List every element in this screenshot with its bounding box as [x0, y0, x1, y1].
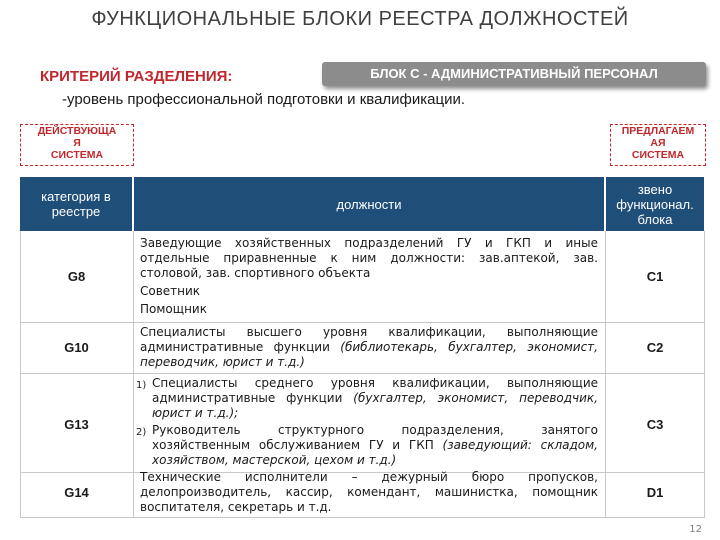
table-border-bottom — [20, 517, 705, 518]
proposed-system-line: ПРЕДЛАГАЕМ — [621, 125, 695, 137]
criterion-label: КРИТЕРИЙ РАЗДЕЛЕНИЯ: — [40, 68, 233, 85]
table-row-grade: G14 — [64, 485, 89, 500]
header-unit: звено функционал. блока — [606, 177, 704, 231]
criterion-text: -уровень профессиональной подготовки и квалификации. — [62, 91, 466, 108]
item-number: 1) — [136, 380, 147, 391]
position-line: Советник — [140, 284, 201, 298]
proposed-system-line: СИСТЕМА — [631, 149, 685, 161]
item-number: 2) — [136, 427, 147, 438]
current-system-box — [20, 124, 134, 166]
numbered-item — [136, 423, 598, 468]
header-category: категория в реестре — [20, 177, 132, 231]
position-text: Специалисты среднего уровня квалификации, выполняющие административные функции — [152, 376, 598, 405]
numbered-item — [136, 376, 598, 421]
position-line: Заведующие хозяйственных подразделений ГУ и ГКП и иные отдельные приравненные к ним должности: зав.аптекой, зав. столовой, зав. спортивного объекта — [140, 236, 598, 280]
row-divider — [20, 373, 705, 374]
table-divider — [133, 231, 134, 518]
table-row-grade: G10 — [64, 340, 89, 355]
position-examples: (заведующий: складом, хозяйством, мастерской, цехом и т.д.) — [152, 438, 598, 467]
table-row-grade: G13 — [64, 417, 89, 432]
current-system-line: СИСТЕМА — [50, 149, 104, 161]
table-row-positions — [140, 236, 598, 317]
table-row-positions — [140, 325, 598, 370]
table-row-code: C2 — [646, 340, 664, 355]
table-row-grade: G8 — [67, 269, 86, 284]
table-row-positions — [136, 376, 598, 468]
table-row-code: D1 — [646, 485, 664, 500]
header-positions: должности — [134, 177, 604, 231]
position-line: Помощник — [140, 302, 207, 316]
block-banner — [322, 62, 706, 86]
proposed-system-box — [610, 124, 706, 166]
table-row-code: C1 — [646, 269, 664, 284]
table-border-right — [704, 231, 705, 518]
current-system-line: Я — [73, 137, 81, 149]
position-text: Специалисты высшего уровня квалификации, выполняющие административные функции — [140, 325, 598, 354]
row-divider — [20, 322, 705, 323]
table-row-code: C3 — [646, 417, 664, 432]
block-banner-label: БЛОК С - АДМИНИСТРАТИВНЫЙ ПЕРСОНАЛ — [370, 66, 658, 81]
current-system-line: ДЕЙСТВУЮЩА — [37, 125, 117, 137]
table-row-positions: Технические исполнители – дежурный бюро пропусков, делопроизводитель, кассир, комендант, машинистка, помощник воспитателя, секретарь и т.д. — [140, 470, 598, 514]
proposed-system-line: АЯ — [650, 137, 666, 149]
position-examples: (библиотекарь, бухгалтер, экономист, переводчик, юрист и т.д.) — [140, 340, 598, 369]
position-text: Руководитель структурного подразделения, занятого хозяйственным обслуживанием ГУ и ГКП — [152, 423, 598, 452]
page-title: ФУНКЦИОНАЛЬНЫЕ БЛОКИ РЕЕСТРА ДОЛЖНОСТЕЙ — [91, 8, 629, 30]
position-examples: (бухгалтер, экономист, переводчик, юрист и т.д.); — [152, 391, 598, 420]
page-number: 12 — [689, 524, 702, 535]
